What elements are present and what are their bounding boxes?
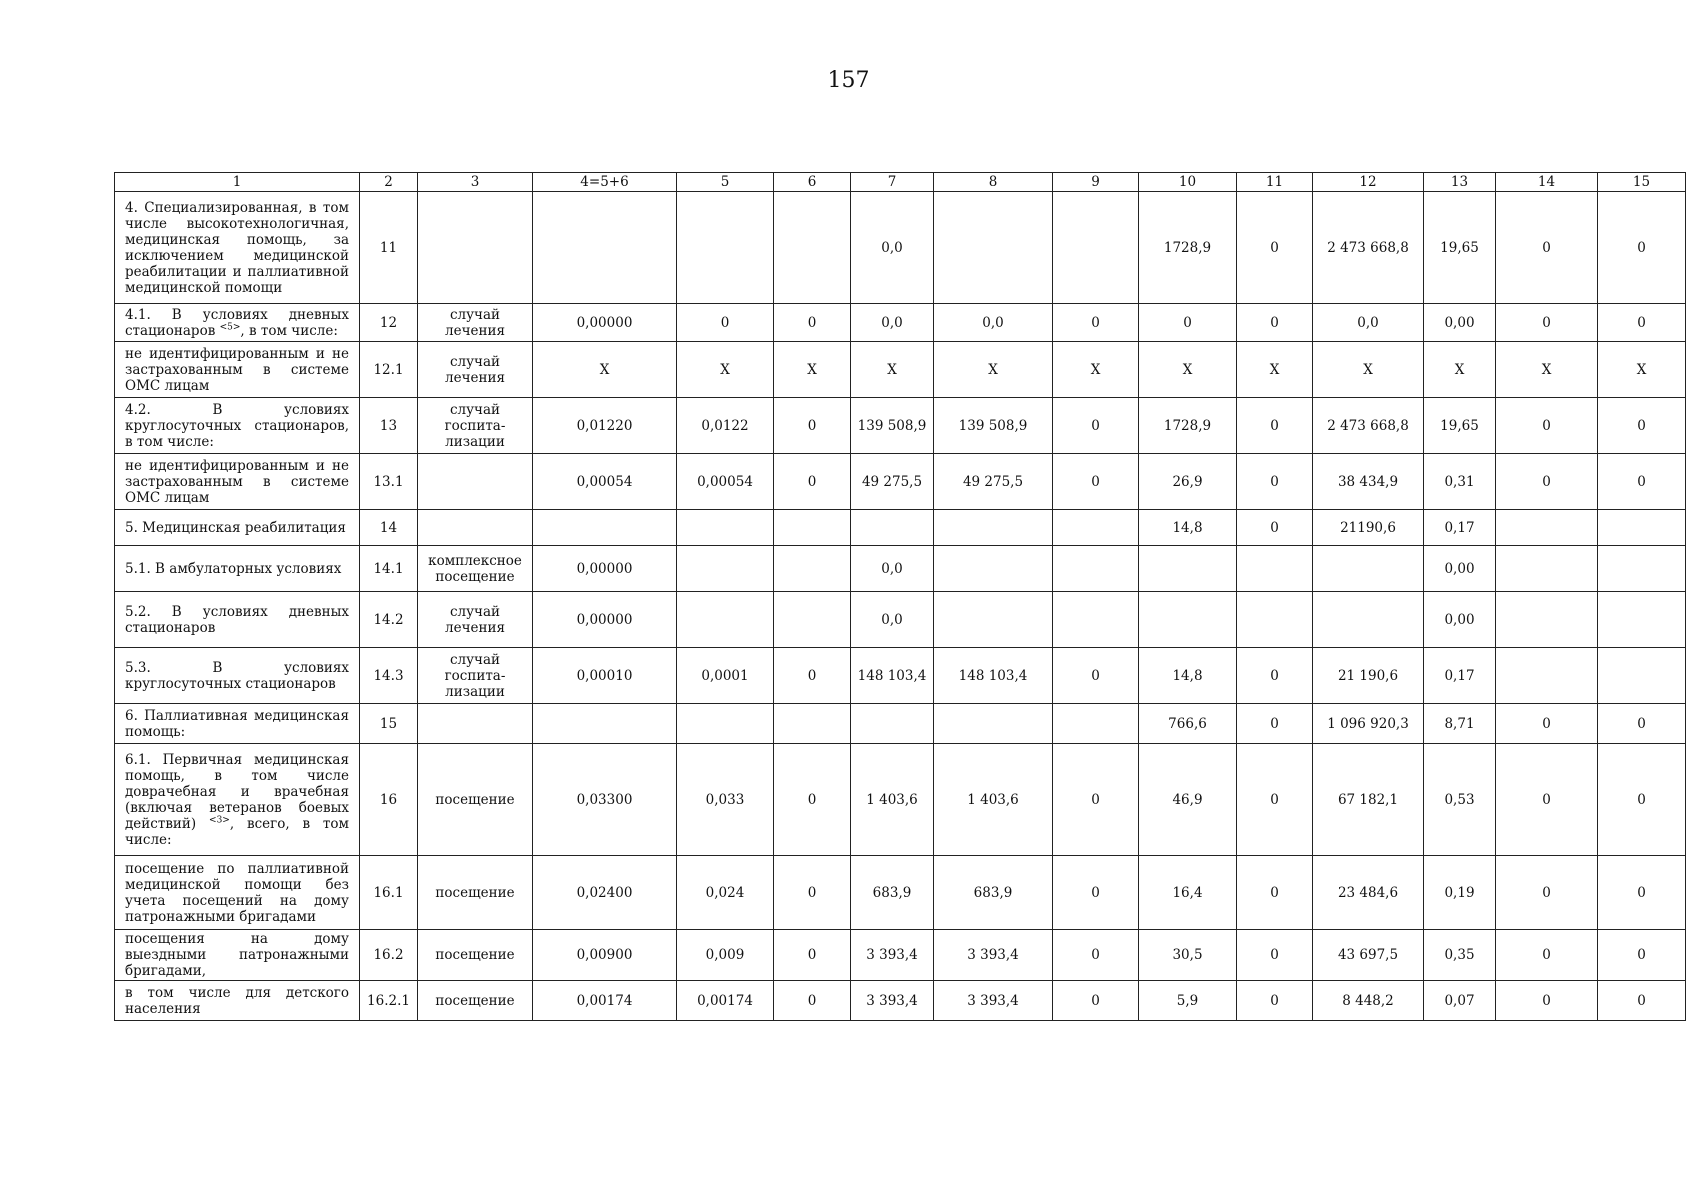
data-table	[114, 172, 1686, 1021]
table-cell	[774, 592, 851, 648]
column-header: 3	[418, 173, 533, 192]
table-cell	[677, 704, 774, 744]
table-cell: 8 448,2	[1313, 981, 1424, 1021]
table-cell: случай лечения	[418, 592, 533, 648]
table-cell: 16.2.1	[360, 981, 418, 1021]
table-cell: 0,07	[1424, 981, 1496, 1021]
table-cell: 0,0	[1313, 304, 1424, 342]
table-cell: X	[1496, 342, 1598, 398]
table-cell: X	[1598, 342, 1686, 398]
table-cell: 0,02400	[533, 856, 677, 930]
table-cell: 0,0	[851, 192, 934, 304]
table-cell	[418, 454, 533, 510]
table-cell: 0	[1598, 192, 1686, 304]
table-cell: 43 697,5	[1313, 930, 1424, 981]
table-cell: 14.3	[360, 648, 418, 704]
table-cell: случай лечения	[418, 342, 533, 398]
table-cell: 0	[1237, 398, 1313, 454]
table-cell: 0,17	[1424, 648, 1496, 704]
table-cell: 0	[1496, 856, 1598, 930]
row-label-continuation: , всего, в том числе:	[125, 815, 349, 848]
table-cell: 0	[774, 981, 851, 1021]
table-cell: 3 393,4	[851, 930, 934, 981]
table-cell: 0	[774, 930, 851, 981]
table-cell	[533, 192, 677, 304]
table-cell: 8,71	[1424, 704, 1496, 744]
table-cell: 16.1	[360, 856, 418, 930]
table-cell: 1 403,6	[934, 744, 1053, 856]
table-cell: 3 393,4	[934, 930, 1053, 981]
table-cell: 0,53	[1424, 744, 1496, 856]
table-cell: X	[1139, 342, 1237, 398]
table-row	[115, 592, 1686, 648]
table-cell: 0	[1237, 510, 1313, 546]
row-label-cell	[115, 546, 360, 592]
row-label: не идентифицированным и не застрахованным в системе ОМС лицам	[125, 345, 349, 394]
table-cell: 0,0	[851, 592, 934, 648]
table-cell: 0,0	[934, 304, 1053, 342]
row-label: в том числе для детского населения	[125, 984, 349, 1017]
table-cell: 13	[360, 398, 418, 454]
table-cell: 0	[1237, 930, 1313, 981]
table-cell: 0,0001	[677, 648, 774, 704]
table-cell: 0,00010	[533, 648, 677, 704]
table-cell	[1313, 592, 1424, 648]
table-cell: 16.2	[360, 930, 418, 981]
table-cell: 16,4	[1139, 856, 1237, 930]
page-number: 157	[827, 68, 870, 93]
column-header: 4=5+6	[533, 173, 677, 192]
table-cell: 0,01220	[533, 398, 677, 454]
column-header: 12	[1313, 173, 1424, 192]
table-row	[115, 704, 1686, 744]
column-header: 15	[1598, 173, 1686, 192]
table-cell: 0	[1237, 192, 1313, 304]
table-row	[115, 304, 1686, 342]
table-cell: 5,9	[1139, 981, 1237, 1021]
table-cell: 0,35	[1424, 930, 1496, 981]
table-cell	[1313, 546, 1424, 592]
table-cell: 0	[1053, 398, 1139, 454]
table-cell: 14.1	[360, 546, 418, 592]
table-cell	[774, 704, 851, 744]
row-label-cell	[115, 592, 360, 648]
table-cell	[934, 704, 1053, 744]
table-cell: 0	[1496, 304, 1598, 342]
table-cell: 683,9	[851, 856, 934, 930]
table-cell	[1496, 648, 1598, 704]
row-label-cell	[115, 744, 360, 856]
table-cell: 0	[1053, 856, 1139, 930]
table-cell: случай лечения	[418, 304, 533, 342]
table-cell	[418, 192, 533, 304]
table-cell: 0,31	[1424, 454, 1496, 510]
table-cell: 0	[1237, 981, 1313, 1021]
table-cell: посещение	[418, 981, 533, 1021]
table-cell: 0	[1496, 981, 1598, 1021]
table-cell: 13.1	[360, 454, 418, 510]
row-label-cell	[115, 856, 360, 930]
table-cell: 0	[1053, 648, 1139, 704]
table-cell	[677, 510, 774, 546]
table-row	[115, 930, 1686, 981]
table-cell: 30,5	[1139, 930, 1237, 981]
table-cell	[1053, 704, 1139, 744]
table-cell: 0,00000	[533, 592, 677, 648]
table-cell: X	[533, 342, 677, 398]
table-cell: 67 182,1	[1313, 744, 1424, 856]
table-cell: 12	[360, 304, 418, 342]
table-cell: 0,19	[1424, 856, 1496, 930]
row-label-cell	[115, 981, 360, 1021]
table-cell: 0,033	[677, 744, 774, 856]
table-row	[115, 342, 1686, 398]
table-cell: 49 275,5	[934, 454, 1053, 510]
table-cell: 46,9	[1139, 744, 1237, 856]
table-cell	[774, 546, 851, 592]
column-header: 6	[774, 173, 851, 192]
table-row	[115, 454, 1686, 510]
row-label: 5. Медицинская реабилитация	[125, 519, 346, 536]
table-cell	[418, 510, 533, 546]
table-cell: 0	[1598, 304, 1686, 342]
row-label: 5.2. В условиях дневных стационаров	[125, 603, 349, 636]
row-label-cell	[115, 342, 360, 398]
table-cell: 1 096 920,3	[1313, 704, 1424, 744]
table-cell	[1598, 648, 1686, 704]
table-cell	[677, 546, 774, 592]
footnote-marker: <5>	[219, 322, 241, 332]
table-cell: X	[851, 342, 934, 398]
row-label-cell	[115, 510, 360, 546]
table-cell: 0,03300	[533, 744, 677, 856]
row-label: 6. Паллиативная медицинская помощь:	[125, 707, 349, 740]
table-cell: 148 103,4	[851, 648, 934, 704]
table-cell: 0,00000	[533, 304, 677, 342]
table-cell: 0	[1496, 454, 1598, 510]
table-cell: 0	[1598, 930, 1686, 981]
table-cell: 38 434,9	[1313, 454, 1424, 510]
table-cell: 0	[774, 304, 851, 342]
table-cell: 0	[1053, 930, 1139, 981]
table-cell: 15	[360, 704, 418, 744]
table-cell: X	[1313, 342, 1424, 398]
table-cell: 14,8	[1139, 648, 1237, 704]
column-header: 13	[1424, 173, 1496, 192]
table-cell: 0	[1598, 856, 1686, 930]
table-cell: 19,65	[1424, 398, 1496, 454]
table-row	[115, 510, 1686, 546]
table-cell	[1139, 546, 1237, 592]
table-row	[115, 192, 1686, 304]
table-cell	[1053, 192, 1139, 304]
table-cell: 0	[1598, 398, 1686, 454]
table-cell: случай госпита-лизации	[418, 648, 533, 704]
table-cell: 0,0	[851, 304, 934, 342]
table-cell: 2 473 668,8	[1313, 192, 1424, 304]
table-cell: 0	[1237, 454, 1313, 510]
table-cell: 0,0	[851, 546, 934, 592]
table-row	[115, 744, 1686, 856]
row-label: 4.2. В условиях круглосуточных стационаров, в том числе:	[125, 401, 349, 450]
table-cell: 23 484,6	[1313, 856, 1424, 930]
table-cell: 0	[1496, 744, 1598, 856]
column-header: 2	[360, 173, 418, 192]
table-cell: 0	[1053, 304, 1139, 342]
table-cell: 0,009	[677, 930, 774, 981]
row-label: не идентифицированным и не застрахованным в системе ОМС лицам	[125, 457, 349, 506]
row-label: посещение по паллиативной медицинской помощи без учета посещений на дому патронажными бригадами	[125, 860, 349, 925]
table-cell: 19,65	[1424, 192, 1496, 304]
table-cell: 0	[1496, 930, 1598, 981]
table-cell: 0	[677, 304, 774, 342]
table-cell: 26,9	[1139, 454, 1237, 510]
table-cell: 0	[1496, 192, 1598, 304]
table-cell: посещение	[418, 744, 533, 856]
table-cell	[1598, 510, 1686, 546]
table-cell: 766,6	[1139, 704, 1237, 744]
table-cell: 0,00	[1424, 592, 1496, 648]
table-cell: X	[1424, 342, 1496, 398]
table-cell	[533, 704, 677, 744]
table-row	[115, 398, 1686, 454]
table-cell: 0,00	[1424, 304, 1496, 342]
table-cell: X	[1053, 342, 1139, 398]
table-cell: 139 508,9	[851, 398, 934, 454]
row-label: посещения на дому выездными патронажными бригадами,	[125, 931, 349, 979]
row-label-cell	[115, 192, 360, 304]
table-cell: 0,00	[1424, 546, 1496, 592]
table-cell: 1728,9	[1139, 398, 1237, 454]
table-cell: 16	[360, 744, 418, 856]
row-label-cell	[115, 648, 360, 704]
row-label: 5.1. В амбулаторных условиях	[125, 560, 342, 577]
table-cell	[851, 704, 934, 744]
table-cell	[677, 192, 774, 304]
table-cell: X	[677, 342, 774, 398]
column-header: 11	[1237, 173, 1313, 192]
table-cell	[774, 192, 851, 304]
table-cell: X	[1237, 342, 1313, 398]
table-cell: 139 508,9	[934, 398, 1053, 454]
table-cell: посещение	[418, 930, 533, 981]
table-cell: 0,00900	[533, 930, 677, 981]
table-cell: 1 403,6	[851, 744, 934, 856]
column-header: 14	[1496, 173, 1598, 192]
column-header: 10	[1139, 173, 1237, 192]
table-cell: 0,00174	[677, 981, 774, 1021]
table-cell: случай госпита-лизации	[418, 398, 533, 454]
table-cell: посещение	[418, 856, 533, 930]
row-label-cell	[115, 304, 360, 342]
table-cell	[934, 546, 1053, 592]
table-cell: 0	[1237, 856, 1313, 930]
table-cell: 0	[1598, 454, 1686, 510]
row-label-continuation: , в том числе:	[240, 322, 338, 339]
table-cell	[934, 510, 1053, 546]
column-header: 1	[115, 173, 360, 192]
table-cell: 0	[1053, 981, 1139, 1021]
row-label-cell	[115, 398, 360, 454]
table-cell: 0	[1053, 744, 1139, 856]
table-cell	[1598, 592, 1686, 648]
table-cell	[1496, 510, 1598, 546]
table-header-row	[115, 173, 1686, 192]
table-cell: 3 393,4	[851, 981, 934, 1021]
column-header: 7	[851, 173, 934, 192]
table-cell: 148 103,4	[934, 648, 1053, 704]
table-cell: 21 190,6	[1313, 648, 1424, 704]
table-cell: 0,00054	[533, 454, 677, 510]
table-cell	[1139, 592, 1237, 648]
table-cell	[1237, 592, 1313, 648]
table-cell	[677, 592, 774, 648]
table-cell: 0	[1237, 648, 1313, 704]
table-cell	[1237, 546, 1313, 592]
table-row	[115, 981, 1686, 1021]
table-row	[115, 648, 1686, 704]
table-row	[115, 856, 1686, 930]
table-cell: 0	[774, 856, 851, 930]
table-cell: X	[774, 342, 851, 398]
table-cell	[1598, 546, 1686, 592]
table-cell: 0	[1053, 454, 1139, 510]
table-cell: 14	[360, 510, 418, 546]
table-cell	[934, 592, 1053, 648]
table-cell	[533, 510, 677, 546]
table-cell: 0	[1237, 704, 1313, 744]
table-cell: 14.2	[360, 592, 418, 648]
table-cell: комплексное посещение	[418, 546, 533, 592]
table-cell	[1496, 546, 1598, 592]
column-header: 8	[934, 173, 1053, 192]
table-cell: 683,9	[934, 856, 1053, 930]
table-row	[115, 546, 1686, 592]
table-cell	[418, 704, 533, 744]
table-cell: 0	[1237, 744, 1313, 856]
table-cell: X	[934, 342, 1053, 398]
column-header: 9	[1053, 173, 1139, 192]
row-label: 4. Специализированная, в том числе высокотехнологичная, медицинская помощь, за исключением медицинской реабилитации и паллиативной медицинской помощи	[125, 199, 349, 296]
table-cell	[934, 192, 1053, 304]
table-cell: 0	[1598, 981, 1686, 1021]
table-cell	[1053, 592, 1139, 648]
table-cell: 0	[1598, 744, 1686, 856]
row-label: 6.1. Первичная медицинская помощь, в том числе доврачебная и врачебная (включая ветеранов боевых действий)	[125, 751, 349, 832]
table-cell	[1496, 592, 1598, 648]
row-label-cell	[115, 704, 360, 744]
table-cell: 0	[1139, 304, 1237, 342]
table-cell: 1728,9	[1139, 192, 1237, 304]
row-label-cell	[115, 930, 360, 981]
footnote-marker: <3>	[209, 815, 230, 825]
table-cell: 14,8	[1139, 510, 1237, 546]
table-cell: 21190,6	[1313, 510, 1424, 546]
table-cell: 0,00000	[533, 546, 677, 592]
table-cell	[1053, 510, 1139, 546]
table-cell: 2 473 668,8	[1313, 398, 1424, 454]
table-cell: 0	[774, 744, 851, 856]
column-header: 5	[677, 173, 774, 192]
table-cell: 0	[1496, 704, 1598, 744]
table-cell	[851, 510, 934, 546]
table-cell	[774, 510, 851, 546]
table-cell: 12.1	[360, 342, 418, 398]
table-cell: 0	[1496, 398, 1598, 454]
table-cell: 49 275,5	[851, 454, 934, 510]
table-cell: 0	[774, 648, 851, 704]
row-label-cell	[115, 454, 360, 510]
table-cell: 0	[774, 454, 851, 510]
table-cell: 11	[360, 192, 418, 304]
table-cell: 0,024	[677, 856, 774, 930]
table-cell: 0,00054	[677, 454, 774, 510]
table-cell: 3 393,4	[934, 981, 1053, 1021]
table-cell: 0	[1598, 704, 1686, 744]
row-label: 5.3. В условиях круглосуточных стационаров	[125, 659, 349, 692]
table-cell: 0,0122	[677, 398, 774, 454]
table-cell	[1053, 546, 1139, 592]
table-cell: 0,17	[1424, 510, 1496, 546]
table-cell: 0	[774, 398, 851, 454]
table-cell: 0,00174	[533, 981, 677, 1021]
table-cell: 0	[1237, 304, 1313, 342]
row-label: 4.1. В условиях дневных стационаров	[125, 306, 349, 339]
